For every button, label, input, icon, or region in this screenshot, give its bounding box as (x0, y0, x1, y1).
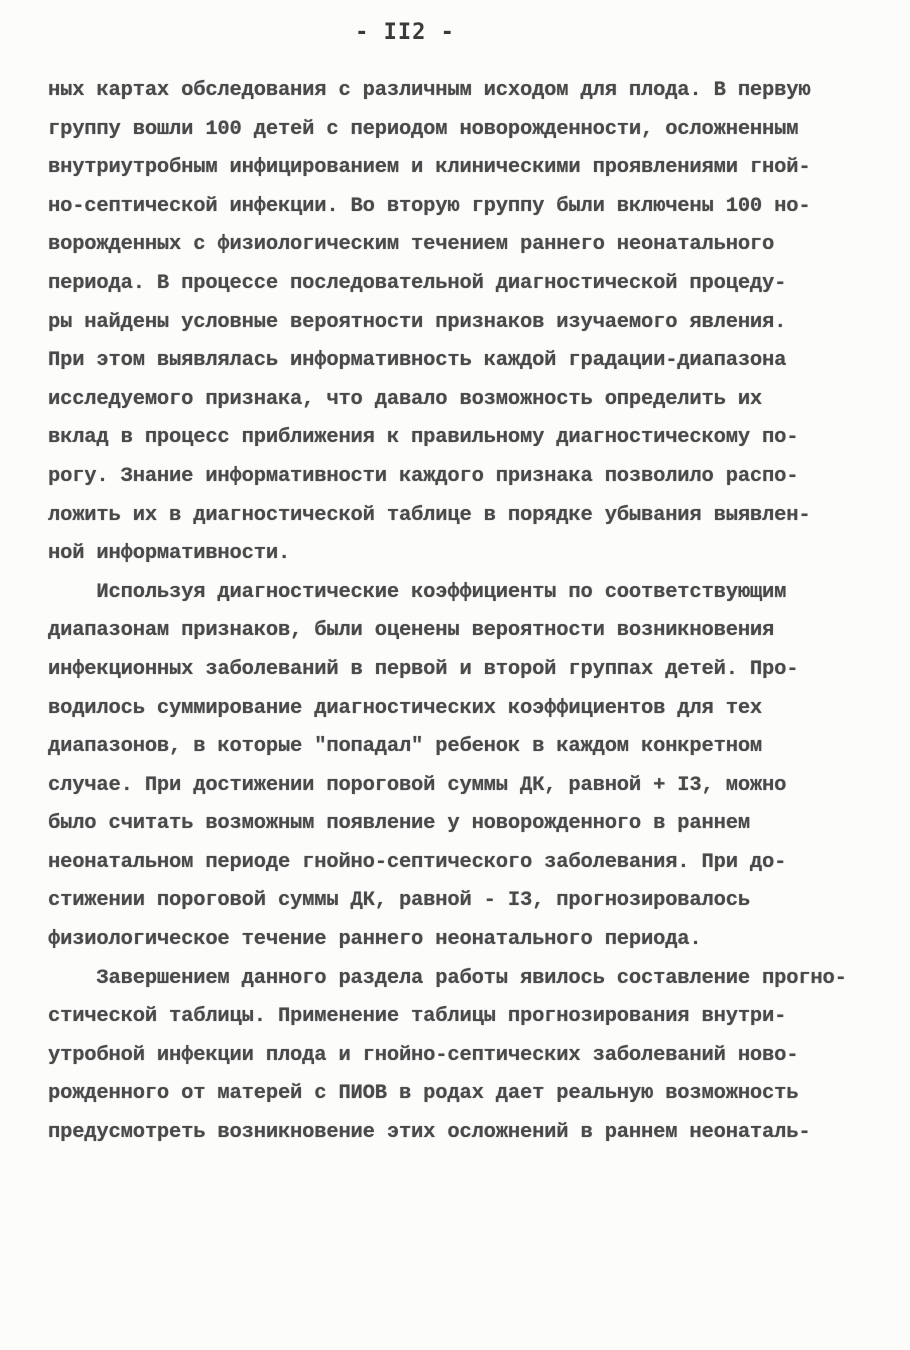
text-line: инфекционных заболеваний в первой и второй группах детей. Про- (48, 657, 799, 681)
text-line: рогу. Знание информативности каждого признака позволило распо- (48, 464, 799, 488)
text-line: утробной инфекции плода и гнойно-септических заболеваний ново- (48, 1043, 799, 1067)
text-line: случае. При достижении пороговой суммы ДК, равной + I3, можно (48, 773, 787, 797)
text-line: ной информативности. (48, 542, 291, 566)
text-line: было считать возможным появление у новорожденного в раннем (48, 812, 750, 836)
text-line: физиологическое течение раннего неонатального периода. (48, 928, 702, 952)
text-line: ворожденных с физиологическим течением раннего неонатального (48, 233, 775, 257)
text-line: исследуемого признака, что давало возможность определить их (48, 387, 763, 411)
text-line: внутриутробным инфицированием и клиническими проявлениями гной- (48, 156, 811, 180)
text-line: ных картах обследования с различным исходом для плода. В первую (48, 79, 811, 102)
text-line: группу вошли 100 детей с периодом новорожденности, осложненным (48, 117, 799, 141)
text-line: Завершением данного раздела работы явилось составление прогно- (48, 966, 847, 990)
text-line: неонатальном периоде гнойно-септического заболевания. При до- (48, 850, 787, 874)
text-line: ложить их в диагностической таблице в порядке убывания выявлен- (48, 503, 811, 527)
text-line: диапазонам признаков, были оценены вероятности возникновения (48, 619, 775, 643)
text-line: Используя диагностические коэффициенты по соответствующим (48, 580, 787, 604)
text-line: При этом выявлялась информативность каждой градации-диапазона (48, 349, 787, 373)
text-line: стижении пороговой суммы ДК, равной - I3, прогнозировалось (48, 889, 750, 913)
text-line: предусмотреть возникновение этих осложнений в раннем неонаталь- (48, 1121, 811, 1145)
page-number: - II2 - (355, 20, 455, 45)
text-line: водилось суммирование диагностических коэффициентов для тех (48, 696, 763, 720)
body-text (48, 72, 848, 1153)
text-line: ры найдены условные вероятности признаков изучаемого явления. (48, 310, 787, 334)
text-line: стической таблицы. Применение таблицы прогнозирования внутри- (48, 1005, 787, 1029)
text-line: рожденного от матерей с ПИОВ в родах дает реальную возможность (48, 1082, 799, 1106)
text-line: периода. В процессе последовательной диагностической процеду- (48, 271, 787, 295)
text-line: вклад в процесс приближения к правильному диагностическому по- (48, 426, 799, 450)
text-line: диапазонов, в которые "попадал" ребенок в каждом конкретном (48, 735, 763, 759)
text-line: но-септической инфекции. Во вторую группу были включены 100 но- (48, 194, 811, 218)
